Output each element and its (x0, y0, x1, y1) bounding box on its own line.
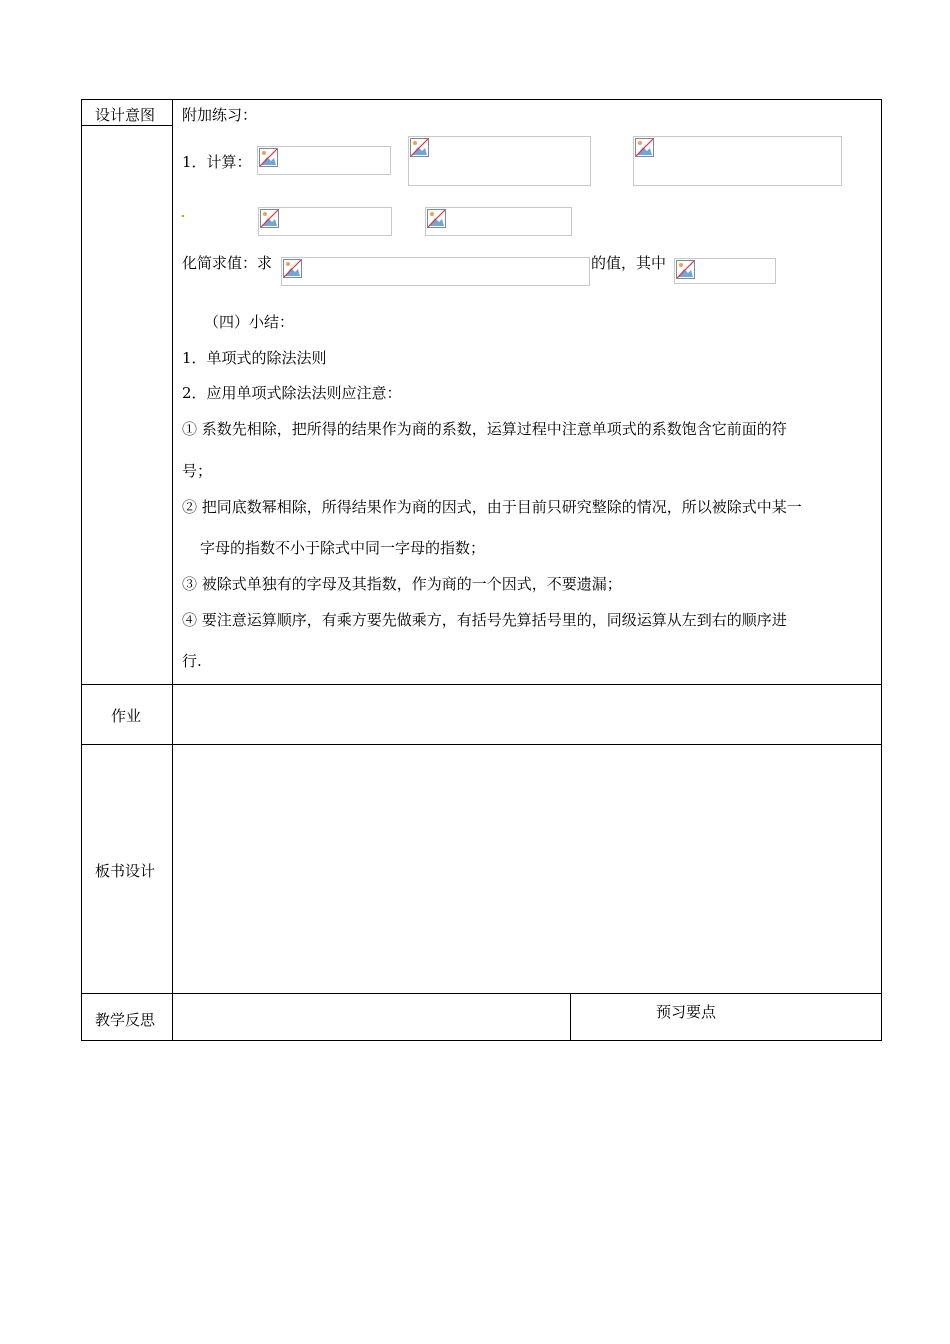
stray-mark (182, 215, 184, 217)
note-4-line-1: ④ 要注意运算顺序，有乘方要先做乘方，有括号先算括号里的，同级运算从左到右的顺序进 (182, 611, 787, 629)
table-border-bottom (81, 1040, 882, 1041)
row-divider-2 (81, 744, 882, 745)
note-2-line-2: 字母的指数不小于除式中同一字母的指数； (200, 539, 486, 557)
row-divider-1 (81, 684, 882, 685)
label-board-design: 板书设计 (95, 862, 156, 880)
simplify-prefix: 化简求值：求 (182, 254, 273, 272)
label-column-divider (172, 99, 173, 1041)
summary-title: （四）小结： (204, 313, 295, 331)
extra-practice-heading: 附加练习： (182, 106, 258, 124)
note-1-line-2: 号； (182, 462, 213, 480)
broken-image-icon (283, 259, 302, 278)
broken-image-icon (676, 260, 695, 279)
table-border-right (881, 99, 882, 1041)
calc-label: 1．计算： (182, 153, 252, 171)
formula-image-4 (258, 207, 392, 236)
formula-image-2 (408, 136, 591, 186)
note-3: ③ 被除式单独有的字母及其指数，作为商的一个因式，不要遗漏； (182, 575, 622, 593)
label-homework: 作业 (111, 707, 142, 725)
broken-image-icon (259, 148, 278, 167)
formula-image-1 (257, 146, 391, 175)
summary-item-1: 1．单项式的除法法则 (182, 349, 327, 367)
reflection-divider (570, 993, 571, 1041)
label-preview-points: 预习要点 (656, 1003, 717, 1021)
broken-image-icon (635, 138, 654, 157)
table-border-left (81, 99, 82, 1041)
label-design-intent: 设计意图 (95, 106, 156, 124)
broken-image-icon (410, 138, 429, 157)
note-4-line-2: 行. (182, 652, 202, 670)
header-row-divider (81, 125, 173, 126)
formula-image-7 (674, 258, 776, 284)
label-teaching-reflection: 教学反思 (95, 1011, 156, 1029)
formula-image-5 (425, 207, 572, 236)
note-1-line-1: ① 系数先相除，把所得的结果作为商的系数，运算过程中注意单项式的系数饱含它前面的符 (182, 420, 787, 438)
formula-image-3 (633, 136, 842, 186)
summary-item-2: 2．应用单项式除法法则应注意： (182, 384, 402, 402)
formula-image-6 (281, 257, 590, 286)
simplify-mid: 的值，其中 (591, 254, 667, 272)
broken-image-icon (260, 209, 279, 228)
row-divider-3 (81, 993, 882, 994)
table-border-top (81, 99, 882, 100)
note-2-line-1: ② 把同底数幂相除，所得结果作为商的因式，由于目前只研究整除的情况，所以被除式中某一 (182, 498, 802, 516)
broken-image-icon (427, 209, 446, 228)
